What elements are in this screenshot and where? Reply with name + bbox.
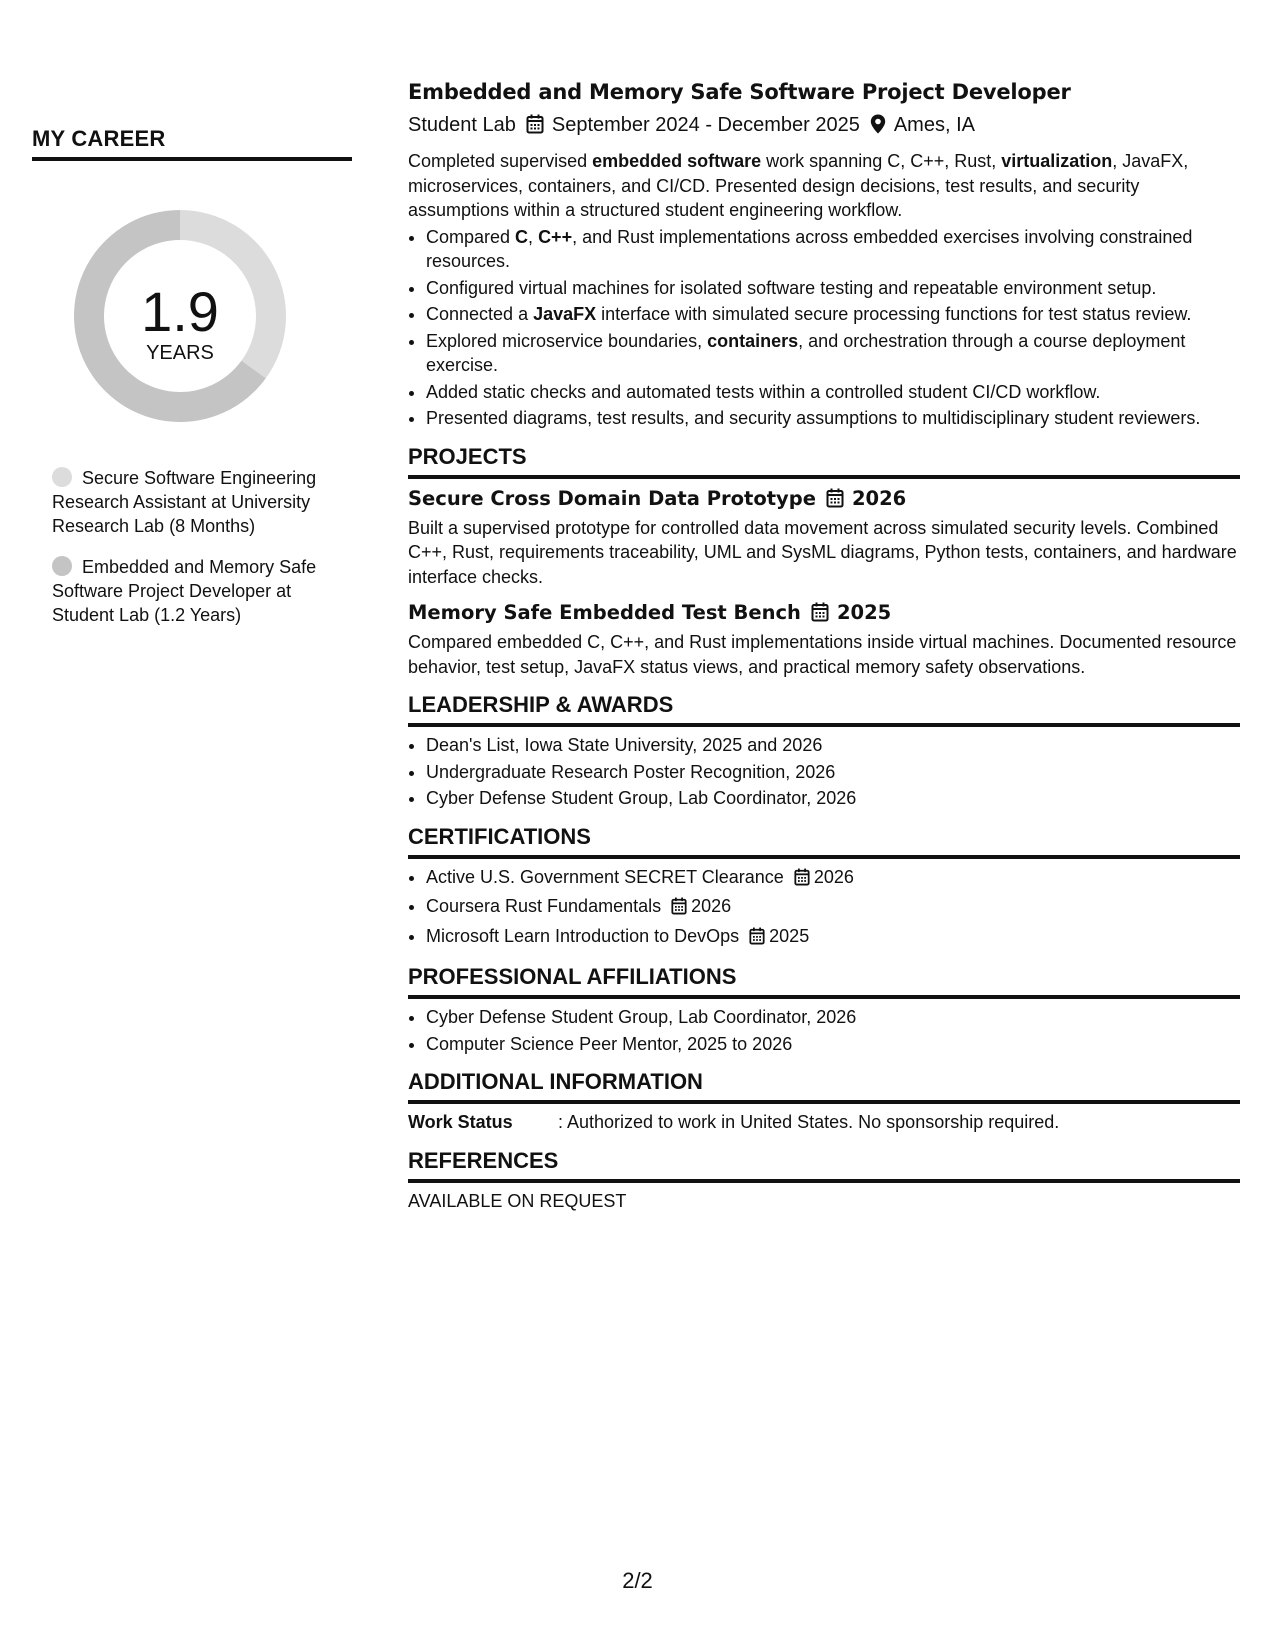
affiliation-item: • Cyber Defense Student Group, Lab Coordinator, 2026 — [426, 1005, 1240, 1030]
certification-name: Microsoft Learn Introduction to DevOps — [426, 925, 740, 946]
section-rule — [408, 1100, 1240, 1104]
job-location: Ames, IA — [893, 114, 975, 136]
section-rule — [408, 723, 1240, 727]
bullet-keyword: C — [515, 226, 529, 247]
career-years-unit: YEARS — [146, 342, 214, 364]
bullet-keyword: JavaFX — [533, 304, 597, 324]
additional-info-section — [408, 1068, 1240, 1135]
affiliations-section — [408, 963, 1240, 1056]
job-employer: Student Lab — [408, 114, 516, 136]
section-rule — [408, 995, 1240, 999]
bullet-keyword: containers — [707, 330, 799, 351]
career-title: MY CAREER — [32, 126, 166, 151]
resume-main — [408, 78, 1240, 1213]
work-status-label: Work Status — [408, 1112, 513, 1132]
section-rule — [408, 1179, 1240, 1183]
references-text: AVAILABLE ON REQUEST — [408, 1190, 627, 1211]
career-title-rule — [32, 157, 352, 161]
job-summary — [408, 149, 1240, 223]
bullet-text: Configured virtual machines for isolated software testing and repeatable environment setup. — [426, 277, 1157, 298]
project-year: 2026 — [851, 486, 907, 510]
legend-item — [52, 555, 342, 627]
legend-item — [52, 466, 342, 538]
section-rule — [408, 855, 1240, 859]
affiliations-list — [408, 1005, 1240, 1056]
job-bullets — [408, 225, 1240, 431]
job-dates: September 2024 - December 2025 — [551, 114, 860, 136]
bullet-text: Added static checks and automated tests within a controlled student CI/CD workflow. — [426, 381, 1101, 402]
job-bullet — [426, 329, 1240, 378]
career-donut-chart — [66, 202, 294, 430]
summary-text: Completed supervised — [408, 151, 593, 171]
references-section — [408, 1147, 1240, 1214]
bullet-keyword: C++ — [538, 226, 573, 247]
section-rule — [408, 475, 1240, 479]
calendar-icon — [749, 927, 765, 952]
calendar-icon — [671, 897, 687, 922]
summary-text: , JavaFX, microservices, containers, and CI/CD. Presented design decisions, test results, and security assumptions within a structured student engineering workflow. — [408, 151, 1189, 220]
leadership-list — [408, 733, 1240, 811]
job-bullet — [426, 406, 1240, 431]
calendar-icon — [526, 114, 544, 141]
work-status-row — [408, 1110, 1240, 1135]
section-title: ADDITIONAL INFORMATION — [408, 1069, 703, 1094]
job-meta — [408, 112, 1240, 141]
bullet-text: Presented diagrams, test results, and security assumptions to multidisciplinary student reviewers. — [426, 408, 1201, 428]
affiliation-item: • Computer Science Peer Mentor, 2025 to 2026 — [426, 1032, 1240, 1057]
certification-item — [426, 894, 1240, 922]
project-name: Memory Safe Embedded Test Bench — [408, 601, 801, 624]
summary-text: work spanning C, C++, Rust, — [761, 151, 1002, 171]
section-title: PROJECTS — [408, 443, 527, 469]
career-years-value: 1.9 — [141, 280, 219, 343]
page-number: 2/2 — [622, 1568, 653, 1593]
project-title — [408, 485, 1240, 516]
job-bullet — [426, 380, 1240, 405]
location-pin-icon — [870, 114, 886, 141]
project-description: Compared embedded C, C++, and Rust implementations inside virtual machines. Documented resource behavior, test setup, JavaFX status views, and practical memory safety observations. — [408, 632, 1237, 677]
experience-entry — [408, 78, 1240, 431]
project-name: Secure Cross Domain Data Prototype — [408, 486, 816, 510]
calendar-icon — [826, 488, 844, 516]
leadership-item: • Dean's List, Iowa State University, 2025 and 2026 — [426, 733, 1240, 758]
work-status-value: : Authorized to work in United States. No sponsorship required. — [558, 1112, 1060, 1132]
bullet-text: Explored microservice boundaries, — [426, 330, 708, 351]
certification-year: 2025 — [769, 925, 810, 946]
calendar-icon — [794, 868, 810, 893]
calendar-icon — [811, 602, 829, 630]
legend-label: Embedded and Memory Safe Software Project Developer at Student Lab (1.2 Years) — [52, 557, 317, 625]
certifications-list — [408, 865, 1240, 952]
section-title: REFERENCES — [408, 1147, 559, 1173]
certifications-section — [408, 823, 1240, 952]
projects-section — [408, 443, 1240, 680]
bullet-text: Connected a — [426, 304, 534, 324]
leadership-section — [408, 691, 1240, 811]
leadership-item: • Cyber Defense Student Group, Lab Coordinator, 2026 — [426, 786, 1240, 811]
legend-dot — [52, 467, 72, 487]
summary-keyword: virtualization — [1001, 151, 1113, 171]
leadership-item: • Undergraduate Research Poster Recognition, 2026 — [426, 760, 1240, 785]
project-year: 2025 — [836, 601, 892, 624]
section-title: PROFESSIONAL AFFILIATIONS — [408, 964, 737, 989]
job-bullet — [426, 276, 1240, 301]
legend-label: Secure Software Engineering Research Assistant at University Research Lab (8 Months) — [52, 468, 317, 536]
job-bullet — [426, 225, 1240, 274]
section-title: CERTIFICATIONS — [408, 823, 591, 849]
bullet-text: interface with simulated secure processing functions for test status review. — [596, 304, 1192, 324]
summary-keyword: embedded software — [592, 151, 762, 171]
bullet-text: , and orchestration through a course deployment exercise. — [426, 330, 1186, 375]
bullet-text: , — [528, 226, 539, 247]
job-title: Embedded and Memory Safe Software Project Developer — [408, 80, 1071, 104]
certification-item — [426, 865, 1240, 893]
certification-name: Coursera Rust Fundamentals — [426, 896, 662, 916]
certification-year: 2026 — [813, 866, 854, 887]
legend-dot — [52, 556, 72, 576]
certification-name: Active U.S. Government SECRET Clearance — [426, 866, 784, 887]
certification-item — [426, 924, 1240, 952]
section-title: LEADERSHIP & AWARDS — [408, 692, 674, 717]
bullet-text: Compared — [426, 226, 516, 247]
bullet-text: , and Rust implementations across embedded exercises involving constrained resources. — [426, 226, 1193, 271]
project-description: Built a supervised prototype for controlled data movement across simulated security levels. Combined C++, Rust, requirements traceability, UML and SysML diagrams, Python tests, containers, and hardware interface checks. — [408, 517, 1237, 587]
job-bullet — [426, 302, 1240, 327]
certification-year: 2026 — [691, 896, 732, 916]
project-title — [408, 599, 1240, 630]
